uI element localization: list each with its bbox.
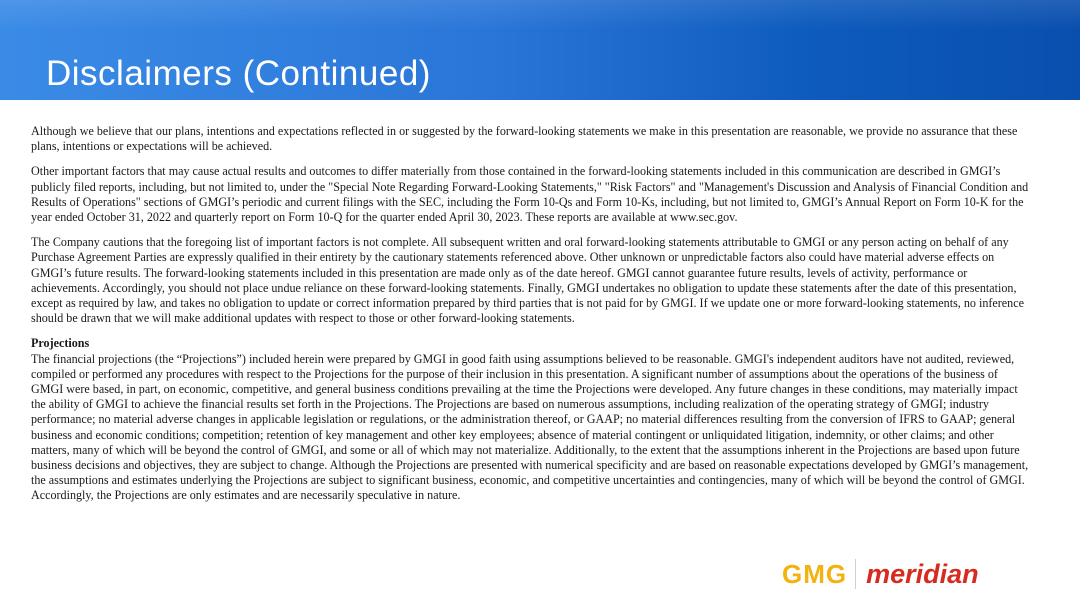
paragraph-expectations: Although we believe that our plans, intentions and expectations reflected in or suggested by the forward-looking statements we make in this presentation are reasonable, we provide no assurance that these plans, intentions or expectations will be achieved.	[31, 124, 1018, 154]
paragraph-cautions: The Company cautions that the foregoing list of important factors is not complete. All subsequent written and oral forward-looking statements attributable to GMGI or any person acting on behalf of any Purchase Agreement Parties are expressly qualified in their entirety by the cautionary statements referenced above. Other unknown or unpredictable factors also could have material adverse effects on GMGI’s future results. The forward-looking statements included in this presentation are made only as of the date hereof. GMGI cannot guarantee future results, levels of activity, performance or achievements. Accordingly, you should not place undue reliance on these forward-looking statements. Finally, GMGI undertakes no obligation to update these statements after the date of this presentation, except as required by law, and takes no obligation to update or correct information prepared by third parties that is not paid for by GMGI. If we update one or more forward-looking statements, no inference should be drawn that we will make additional updates with respect to those or other forward-looking statements.	[31, 235, 1024, 326]
paragraph-important-factors: Other important factors that may cause actual results and outcomes to differ materially from those contained in the forward-looking statements included in this communication are described in GMGI’s publicly filed reports, including, but not limited to, under the "Special Note Regarding Forward-Looking Statements," "Risk Factors" and "Management's Discussion and Analysis of Financial Condition and Results of Operations" sections of GMGI’s periodic and current filings with the SEC, including the Form 10-Qs and Form 10-Ks, including, but not limited to, GMGI’s Annual Report on Form 10-K for the year ended October 31, 2022 and quarterly report on Form 10-Q for the quarter ended April 30, 2023. These reports are available at www.sec.gov.	[31, 164, 1029, 225]
logo-meridian-text: meridian	[866, 558, 979, 589]
company-logo	[782, 557, 1042, 591]
logo-gmg-text: GMG	[782, 558, 848, 589]
logo-divider	[855, 559, 856, 589]
slide-title: Disclaimers (Continued)	[46, 54, 431, 93]
disclaimer-body	[31, 124, 1031, 504]
projections-heading: Projections	[31, 336, 90, 351]
projections-body: The financial projections (the “Projections”) included herein were prepared by GMGI in good faith using assumptions believed to be reasonable. GMGI's independent auditors have not audited, reviewed, compiled or performed any procedures with respect to the Projections for the purpose of their inclusion in this presentation. A significant number of assumptions about the operations of the business of GMGI were based, in part, on economic, competitive, and general business conditions prevailing at the time the Projections were developed. Any future changes in these conditions, may materially impact the ability of GMGI to achieve the financial results set forth in the Projections. The Projections are based on numerous assumptions, including realization of the operating strategy of GMGI; industry performance; no material adverse changes in applicable legislation or regulations, or the administration thereof, or GAAP; no material differences resulting from the conversion of IFRS to GAAP; general business and economic conditions; competition; retention of key management and other key employees; absence of material contingent or unliquidated litigation, indemnity, or other claims; and other matters, many of which will be beyond the control of GMGI, and some or all of which may not materialize. Additionally, to the extent that the assumptions inherent in the Projections are based upon future business decisions and objectives, they are subject to change. Although the Projections are presented with numerical specificity and are based on reasonable expectations developed by GMGI’s management, the assumptions and estimates underlying the Projections are subject to significant business, economic, and competitive uncertainties and contingencies, many of which will be beyond the control of GMGI. Accordingly, the Projections are only estimates and are necessarily speculative in nature.	[31, 351, 1029, 503]
header-banner	[0, 0, 1080, 100]
